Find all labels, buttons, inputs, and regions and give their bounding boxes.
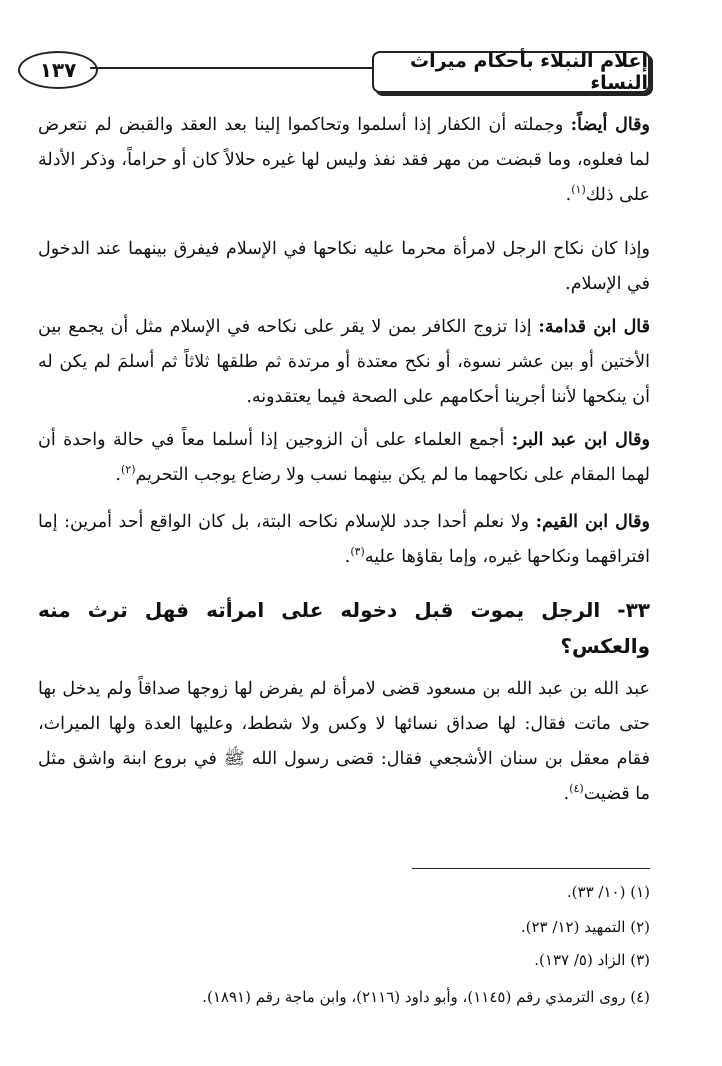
page-number: ١٣٧ bbox=[39, 58, 77, 82]
footnote-1: (١) (١٠/ ٣٣). bbox=[566, 883, 650, 901]
footnote-4: (٤) روى الترمذي رقم (١١٤٥)، وأبو داود (٢١١٦)، وابن ماجة رقم (١٨٩١). bbox=[202, 988, 650, 1006]
paragraph-tail: . bbox=[565, 185, 572, 205]
footnote-ref: (٢) bbox=[121, 463, 136, 477]
paragraph-ibn-alqayyim bbox=[38, 505, 650, 575]
book-title: إعلام النبلاء بأحكام ميراث النساء bbox=[409, 50, 648, 94]
paragraph-forbidden-marriage bbox=[38, 232, 650, 302]
footnote-ref: (٤) bbox=[569, 782, 584, 796]
footnote-ref: (١) bbox=[571, 183, 586, 197]
footnote-2: (٢) التمهيد (١٢/ ٢٣). bbox=[520, 918, 650, 936]
paragraph-ibn-qudamah-also bbox=[38, 108, 650, 213]
paragraph-text: وإذا كان نكاح الرجل لامرأة محرما عليه نكاحها في الإسلام فيفرق بينهما عند الدخول في الإسلام. bbox=[38, 239, 650, 294]
paragraph-text: وجملته أن الكفار إذا أسلموا وتحاكموا إلينا بعد العقد والقبض لم نتعرض لما فعلوه، وما قبضت من مهر فقد نفذ وليس لها غيره حلالاً كان أو حراماً، وذكر الأدلة على ذلك bbox=[38, 115, 650, 205]
footnote-ref: (٣) bbox=[350, 545, 365, 559]
section-heading: ٣٣- الرجل يموت قبل دخوله على امرأته فهل ترث منه والعكس؟ bbox=[38, 598, 650, 658]
paragraph-lead: وقال أيضاً: bbox=[570, 115, 650, 135]
paragraph-section-body bbox=[38, 672, 650, 812]
paragraph-ibn-qudamah bbox=[38, 310, 650, 415]
running-header bbox=[372, 51, 650, 93]
paragraph-text: أجمع العلماء على أن الزوجين إذا أسلما معاً في حالة واحدة أن لهما المقام على نكاحهما ما لم يكن بينهما نسب ولا رضاع يوجب التحريم bbox=[38, 430, 650, 485]
paragraph-text: عبد الله بن عبد الله بن مسعود قضى لامرأة لم يفرض لها زوجها صداقاً ولم يدخل بها حتى ماتت فقال: لها صداق نسائها لا وكس ولا شطط، وعليها العدة ولها الميراث، فقام معقل بن سنان الأشجعي فقال: قضى رسول الله ﷺ في بروع ابنة واشق مثل ما قضيت bbox=[38, 679, 650, 804]
paragraph-text: إذا تزوج الكافر بمن لا يقر على نكاحه في الإسلام مثل أن يجمع بين الأختين أو بين عشر نسوة، أو نكح معتدة أو مرتدة ثم طلقها ثلاثاً ثم أسلمَ لم يكن له أن ينكحها لأننا أجرينا أحكامهم على الصحة فيما يعتقدونه. bbox=[38, 317, 650, 407]
paragraph-lead: وقال ابن عبد البر: bbox=[511, 430, 650, 450]
paragraph-lead: وقال ابن القيم: bbox=[535, 512, 651, 532]
footnote-separator bbox=[412, 868, 650, 869]
paragraph-tail: . bbox=[563, 784, 570, 804]
paragraph-ibn-abd-albarr bbox=[38, 423, 650, 493]
paragraph-text: ولا نعلم أحدا جدد للإسلام نكاحه البتة، بل كان الواقع أحد أمرين: إما افتراقهما ونكاحها غيره، وإما بقاؤها عليه bbox=[38, 512, 650, 567]
paragraph-tail: . bbox=[344, 547, 351, 567]
paragraph-tail: . bbox=[115, 465, 121, 485]
header-rule bbox=[90, 67, 372, 69]
paragraph-lead: قال ابن قدامة: bbox=[538, 317, 650, 337]
footnote-3: (٣) الزاد (٥/ ١٣٧). bbox=[534, 951, 650, 969]
page-number-badge bbox=[18, 51, 98, 89]
